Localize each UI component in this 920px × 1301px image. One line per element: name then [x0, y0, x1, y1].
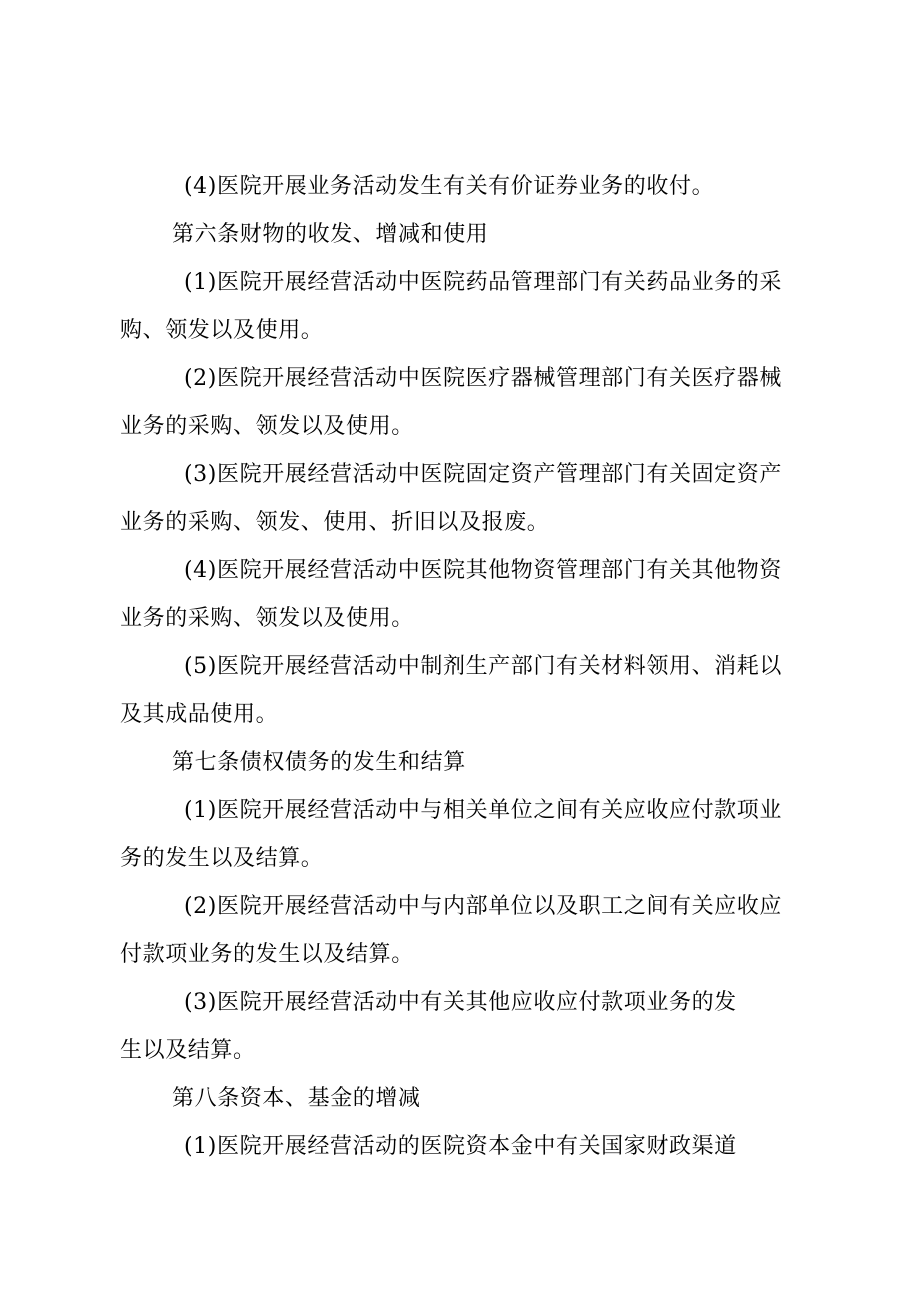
article-7-heading: 第七条债权债务的发生和结算	[172, 750, 466, 775]
text-line-other-materials: (4)医院开展经营活动中医院其他物资管理部门有关其他物资	[184, 558, 782, 583]
article-8-heading: 第八条资本、基金的增减	[172, 1086, 421, 1111]
text-line-medical-devices: (2)医院开展经营活动中医院医疗器械管理部门有关医疗器械	[184, 366, 782, 391]
text-line-other-receivables-cont: 生以及结算。	[120, 1038, 256, 1063]
text-line-internal-units-cont: 付款项业务的发生以及结算。	[120, 942, 414, 967]
text-line-fixed-assets: (3)医院开展经营活动中医院固定资产管理部门有关固定资产	[184, 462, 782, 487]
text-line-capital-fund: (1)医院开展经营活动的医院资本金中有关国家财政渠道	[184, 1134, 737, 1159]
text-line-drug-procurement-cont: 购、领发以及使用。	[120, 318, 324, 343]
text-line-securities-receipts: (4)医院开展业务活动发生有关有价证券业务的收付。	[184, 174, 715, 199]
text-line-preparation-production-cont: 及其成品使用。	[120, 702, 279, 727]
text-line-fixed-assets-cont: 业务的采购、领发、使用、折旧以及报废。	[120, 510, 550, 535]
text-line-internal-units: (2)医院开展经营活动中与内部单位以及职工之间有关应收应	[184, 894, 782, 919]
text-line-related-units-cont: 务的发生以及结算。	[120, 846, 324, 871]
text-line-related-units: (1)医院开展经营活动中与相关单位之间有关应收应付款项业	[184, 798, 782, 823]
text-line-drug-procurement: (1)医院开展经营活动中医院药品管理部门有关药品业务的采	[184, 270, 782, 295]
text-line-preparation-production: (5)医院开展经营活动中制剂生产部门有关材料领用、消耗以	[184, 654, 782, 679]
article-6-heading: 第六条财物的收发、增减和使用	[172, 222, 489, 247]
text-line-other-receivables: (3)医院开展经营活动中有关其他应收应付款项业务的发	[184, 990, 737, 1015]
text-line-other-materials-cont: 业务的采购、领发以及使用。	[120, 606, 414, 631]
text-line-medical-devices-cont: 业务的采购、领发以及使用。	[120, 414, 414, 439]
